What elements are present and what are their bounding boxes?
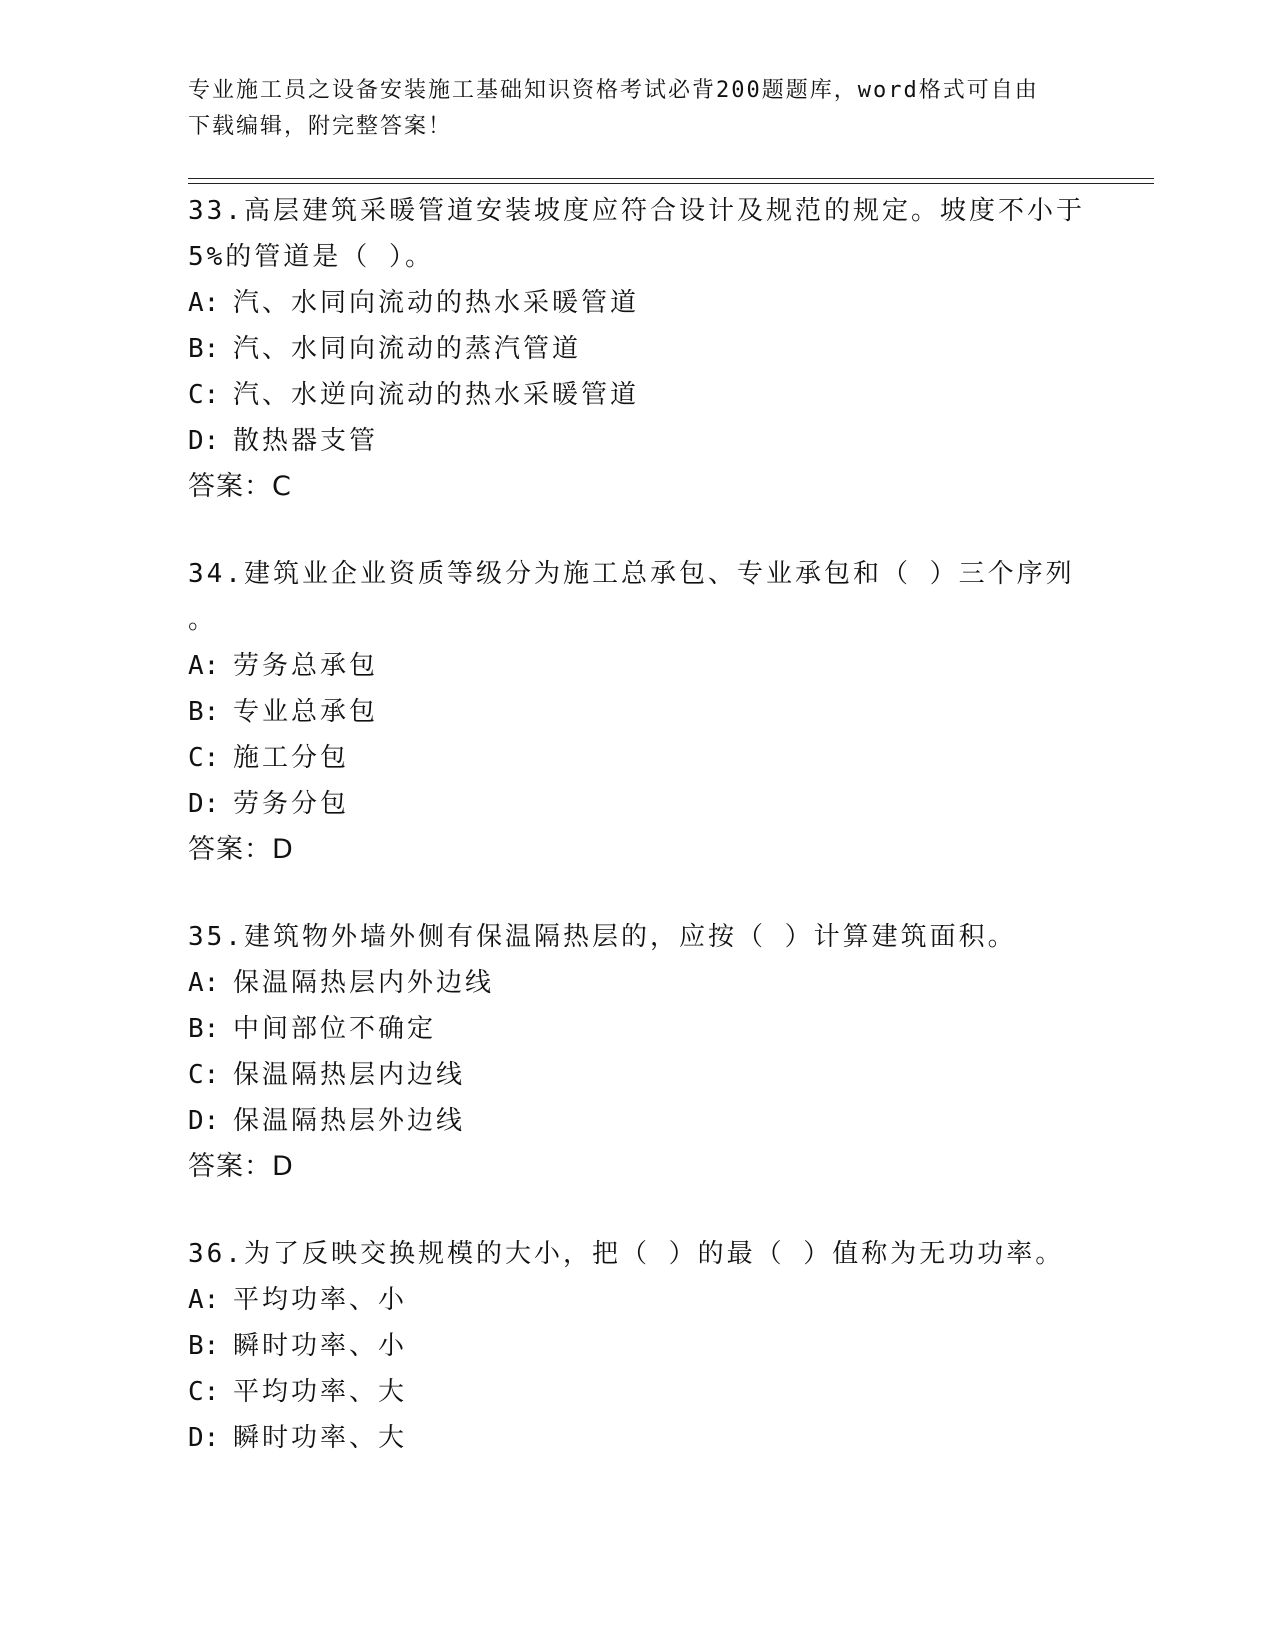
option-text: 保温隔热层内外边线: [233, 968, 495, 998]
option-b: [188, 1006, 1088, 1052]
header-line-1: 专业施工员之设备安装施工基础知识资格考试必背200题题库，word格式可自由: [188, 78, 1039, 103]
option-d: [188, 418, 1088, 464]
option-b: [188, 689, 1088, 735]
option-text: 瞬时功率、大: [233, 1423, 408, 1453]
option-letter: D:: [188, 1106, 220, 1136]
option-text: 劳务分包: [233, 789, 350, 819]
question-36: [188, 1231, 1088, 1461]
option-c: [188, 372, 1088, 418]
option-d: [188, 1415, 1088, 1461]
option-text: 散热器支管: [233, 426, 379, 456]
question-stem-line: 33.高层建筑采暖管道安装坡度应符合设计及规范的规定。坡度不小于: [188, 196, 1085, 226]
option-letter: A:: [188, 1285, 220, 1315]
question-34: [188, 551, 1088, 873]
option-letter: B:: [188, 1014, 220, 1044]
option-letter: B:: [188, 334, 220, 364]
option-letter: B:: [188, 1331, 220, 1361]
option-letter: C:: [188, 1060, 220, 1090]
option-a: [188, 960, 1088, 1006]
header-rule-bottom: [188, 183, 1154, 184]
option-text: 平均功率、大: [233, 1377, 408, 1407]
option-d: [188, 1098, 1088, 1144]
option-letter: A:: [188, 968, 220, 998]
option-text: 保温隔热层外边线: [233, 1106, 466, 1136]
option-b: [188, 1323, 1088, 1369]
option-letter: D:: [188, 789, 220, 819]
option-letter: A:: [188, 288, 220, 318]
option-letter: B:: [188, 697, 220, 727]
option-a: [188, 1277, 1088, 1323]
option-a: [188, 280, 1088, 326]
option-letter: D:: [188, 426, 220, 456]
option-text: 保温隔热层内边线: [233, 1060, 466, 1090]
option-text: 汽、水逆向流动的热水采暖管道: [233, 380, 640, 410]
option-letter: C:: [188, 380, 220, 410]
option-text: 施工分包: [233, 743, 350, 773]
header-rule-top: [188, 178, 1154, 179]
option-d: [188, 781, 1088, 827]
question-list: [188, 188, 1088, 1502]
option-letter: A:: [188, 651, 220, 681]
question-stem-line: 5%的管道是（ ）。: [188, 242, 434, 272]
answer-line: 答案：D: [188, 1151, 294, 1182]
question-stem-line: 34.建筑业企业资质等级分为施工总承包、专业承包和（ ）三个序列: [188, 559, 1075, 589]
option-a: [188, 643, 1088, 689]
document-header: [188, 73, 1088, 145]
option-text: 劳务总承包: [233, 651, 379, 681]
option-text: 瞬时功率、小: [233, 1331, 408, 1361]
question-stem-line: 36.为了反映交换规模的大小，把（ ）的最（ ）值称为无功功率。: [188, 1239, 1065, 1269]
question-33: [188, 188, 1088, 510]
option-b: [188, 326, 1088, 372]
option-text: 中间部位不确定: [233, 1014, 437, 1044]
option-c: [188, 1369, 1088, 1415]
option-text: 专业总承包: [233, 697, 379, 727]
option-letter: D:: [188, 1423, 220, 1453]
header-line-2: 下载编辑，附完整答案！: [188, 114, 453, 139]
option-letter: C:: [188, 1377, 220, 1407]
question-35: [188, 914, 1088, 1190]
option-c: [188, 1052, 1088, 1098]
option-letter: C:: [188, 743, 220, 773]
answer-line: 答案：D: [188, 834, 294, 865]
question-stem-line: 35.建筑物外墙外侧有保温隔热层的，应按（ ）计算建筑面积。: [188, 922, 1017, 952]
question-stem-line: 。: [188, 605, 218, 635]
answer-line: 答案：C: [188, 471, 292, 502]
option-c: [188, 735, 1088, 781]
option-text: 平均功率、小: [233, 1285, 408, 1315]
option-text: 汽、水同向流动的蒸汽管道: [233, 334, 582, 364]
option-text: 汽、水同向流动的热水采暖管道: [233, 288, 640, 318]
